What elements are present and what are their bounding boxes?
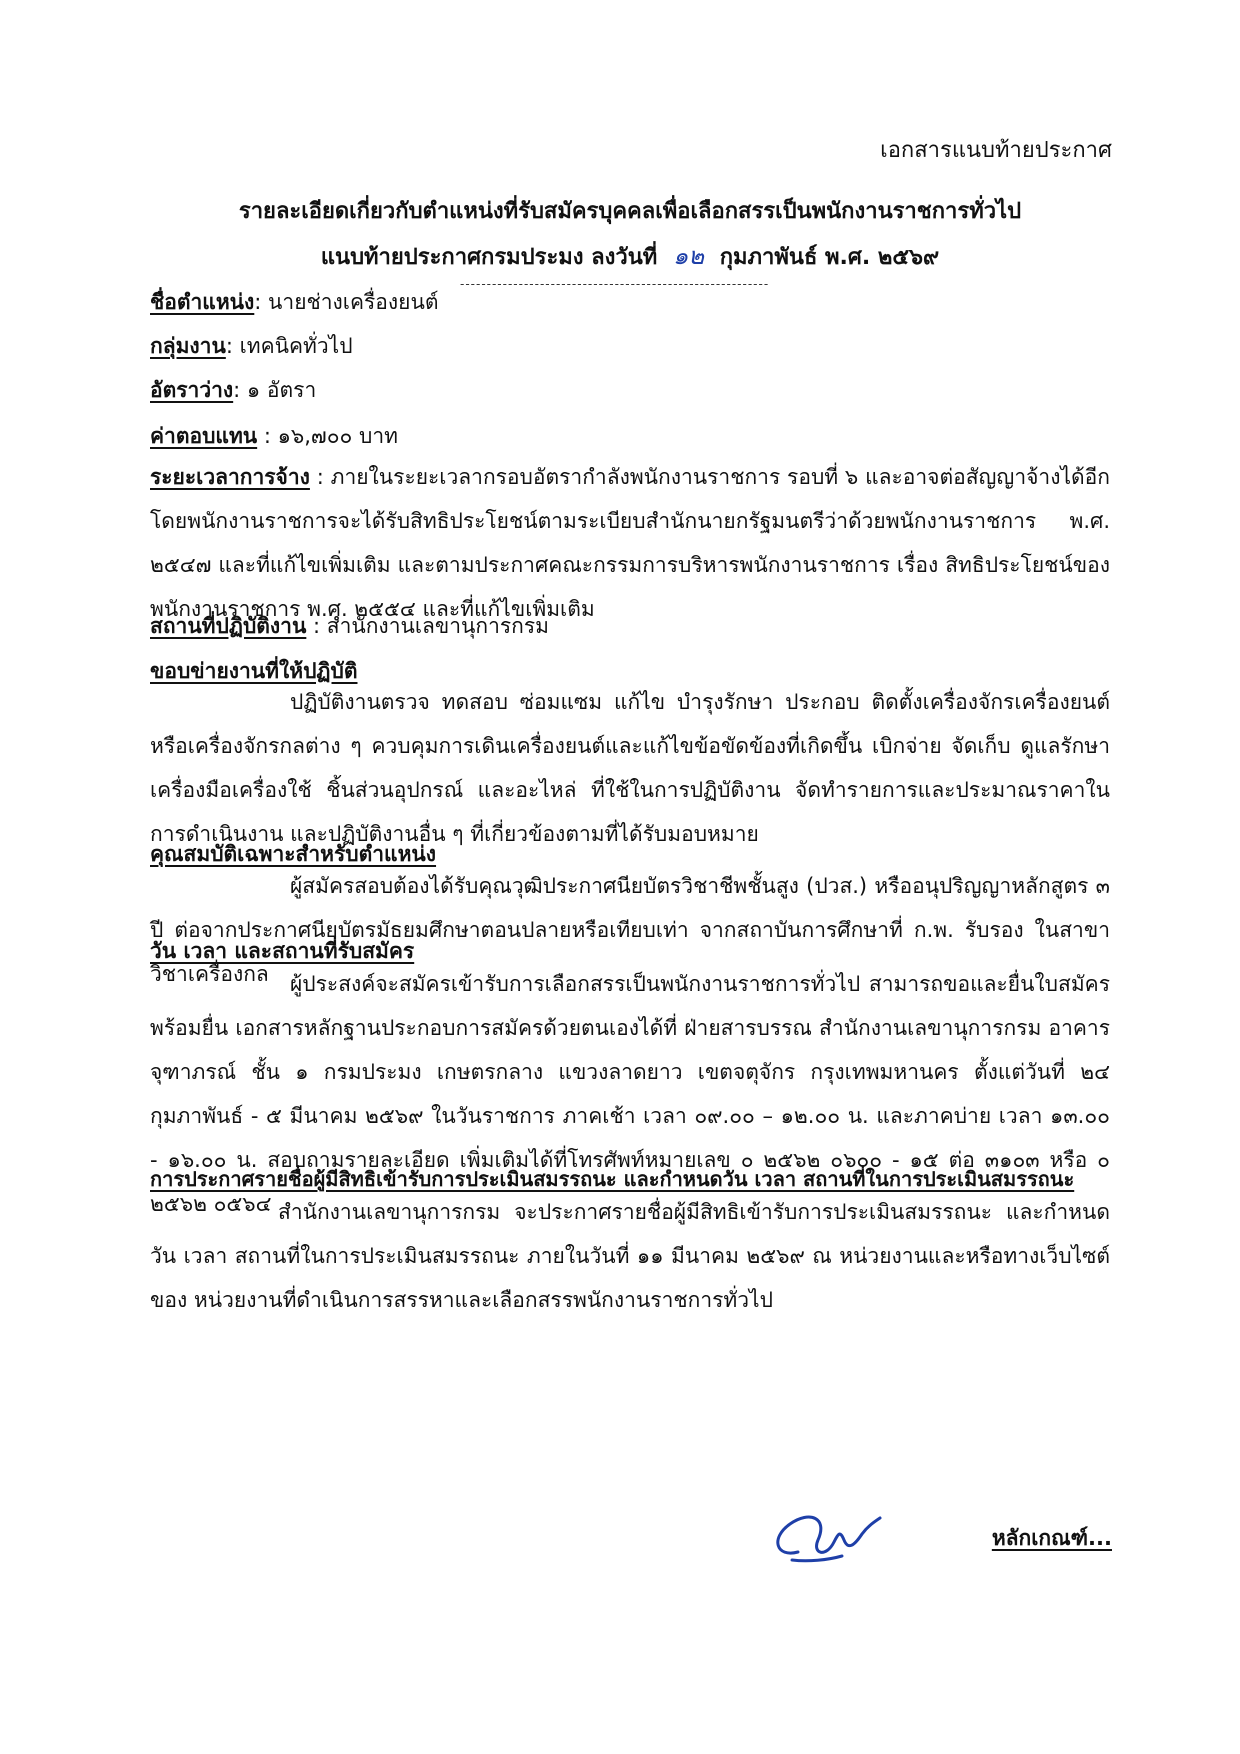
group-row (150, 330, 1110, 363)
workplace-row (150, 610, 1110, 643)
document-subtitle (150, 236, 1110, 275)
subtitle-suffix: กุมภาพันธ์ พ.ศ. ๒๕๖๙ (719, 245, 940, 270)
scope-section (150, 680, 1110, 856)
title-separator: ---------------------------------------------------------- (460, 277, 770, 291)
salary-row (150, 420, 1110, 453)
announcement-heading: การประกาศรายชื่อผู้มีสิทธิเข้ารับการประเมินสมรรถนะ และกำหนดวัน เวลา สถานที่ในการประเมินสมรรถนะ (150, 1167, 1075, 1191)
position-label: ชื่อตำแหน่ง (150, 290, 255, 314)
employment-section (150, 455, 1110, 631)
document-title: รายละเอียดเกี่ยวกับตำแหน่งที่รับสมัครบุคคลเพื่อเลือกสรรเป็นพนักงานราชการทั่วไป (238, 199, 1022, 224)
group-value: : เทคนิคทั่วไป (225, 334, 353, 358)
next-page-marker: หลักเกณฑ์... (991, 1526, 1112, 1550)
vacancy-row (150, 374, 1110, 407)
application-heading: วัน เวลา และสถานที่รับสมัคร (150, 939, 415, 963)
position-row (150, 286, 1110, 319)
scope-text: ปฏิบัติงานตรวจ ทดสอบ ซ่อมแซม แก้ไข บำรุงรักษา ประกอบ ติดตั้งเครื่องจักรเครื่องยนต์ หรือเครื่องจักรกลต่าง ๆ ควบคุมการเดินเครื่องยนต์และแก้ไขข้อขัดข้องที่เกิดขึ้น เบิกจ่าย จัดเก็บ ดูแลรักษา เครื่องมือเครื่องใช้ ชิ้นส่วนอุปกรณ์ และอะไหล่ ที่ใช้ในการปฏิบัติงาน จัดทำรายการและประมาณราคาในการดำเนินงาน และปฏิบัติงานอื่น ๆ ที่เกี่ยวข้องตามที่ได้รับมอบหมาย (150, 690, 1110, 846)
signature-mark (768, 1500, 888, 1580)
salary-label: ค่าตอบแทน (150, 424, 258, 448)
handwritten-day: ๑๒ (672, 242, 705, 270)
announcement-section (150, 1190, 1110, 1322)
qualification-text: ผู้สมัครสอบต้องได้รับคุณวุฒิประกาศนียบัตรวิชาชีพชั้นสูง (ปวส.) หรืออนุปริญญาหลักสูตร ๓ ปี ต่อจากประกาศนียบัตรมัธยมศึกษาตอนปลายหรือเทียบเท่า จากสถาบันการศึกษาที่ ก.พ. รับรอง ในสาขาวิชาเครื่องกล (150, 874, 1110, 986)
subtitle-prefix: แนบท้ายประกาศกรมประมง ลงวันที่ (320, 245, 658, 270)
scope-heading: ขอบข่ายงานที่ให้ปฏิบัติ (150, 659, 358, 683)
announcement-text: สำนักงานเลขานุการกรม จะประกาศรายชื่อผู้มีสิทธิเข้ารับการประเมินสมรรถนะ และกำหนดวัน เวลา สถานที่ในการประเมินสมรรถนะ ภายในวันที่ ๑๑ มีนาคม ๒๕๖๙ ณ หน่วยงานและหรือทางเว็บไซต์ของ หน่วยงานที่ดำเนินการสรรหาและเลือกสรรพนักงานราชการทั่วไป (150, 1200, 1110, 1312)
employment-label: ระยะเวลาการจ้าง (150, 465, 310, 489)
application-text: ผู้ประสงค์จะสมัครเข้ารับการเลือกสรรเป็นพนักงานราชการทั่วไป สามารถขอและยื่นใบสมัครพร้อมยื่น เอกสารหลักฐานประกอบการสมัครด้วยตนเองได้ที่ ฝ่ายสารบรรณ สำนักงานเลขานุการกรม อาคารจุฑาภรณ์ ชั้น ๑ กรมประมง เกษตรกลาง แขวงลาดยาว เขตจตุจักร กรุงเทพมหานคร ตั้งแต่วันที่ ๒๔ กุมภาพันธ์ - ๕ มีนาคม ๒๕๖๙ ในวันราชการ ภาคเช้า เวลา ๐๙.๐๐ – ๑๒.๐๐ น. และภาคบ่าย เวลา ๑๓.๐๐ - ๑๖.๐๐ น. สอบถามรายละเอียด เพิ่มเติมได้ที่โทรศัพท์หมายเลข ๐ ๒๕๖๒ ๐๖๐๐ - ๑๕ ต่อ ๓๑๐๓ หรือ ๐ ๒๕๖๒ ๐๕๖๔ (150, 972, 1110, 1216)
qualification-heading: คุณสมบัติเฉพาะสำหรับตำแหน่ง (150, 842, 437, 866)
workplace-value: : สำนักงานเลขานุการกรม (306, 614, 550, 638)
position-value: : นายช่างเครื่องยนต์ (254, 290, 439, 314)
attachment-label: เอกสารแนบท้ายประกาศ (880, 138, 1112, 163)
employment-text: : ภายในระยะเวลากรอบอัตรากำลังพนักงานราชการ รอบที่ ๖ และอาจต่อสัญญาจ้างได้อีก โดยพนักงานราชการจะได้รับสิทธิประโยชน์ตามระเบียบสำนักนายกรัฐมนตรีว่าด้วยพนักงานราชการ พ.ศ. ๒๕๔๗ และที่แก้ไขเพิ่มเติม และตามประกาศคณะกรรมการบริหารพนักงานราชการ เรื่อง สิทธิประโยชน์ของพนักงานราชการ พ.ศ. ๒๕๕๔ และที่แก้ไขเพิ่มเติม (150, 465, 1110, 621)
workplace-label: สถานที่ปฏิบัติงาน (150, 614, 307, 638)
vacancy-label: อัตราว่าง (150, 378, 234, 402)
salary-value: : ๑๖,๗๐๐ บาท (257, 424, 398, 448)
group-label: กลุ่มงาน (150, 334, 226, 358)
vacancy-value: : ๑ อัตรา (233, 378, 317, 402)
